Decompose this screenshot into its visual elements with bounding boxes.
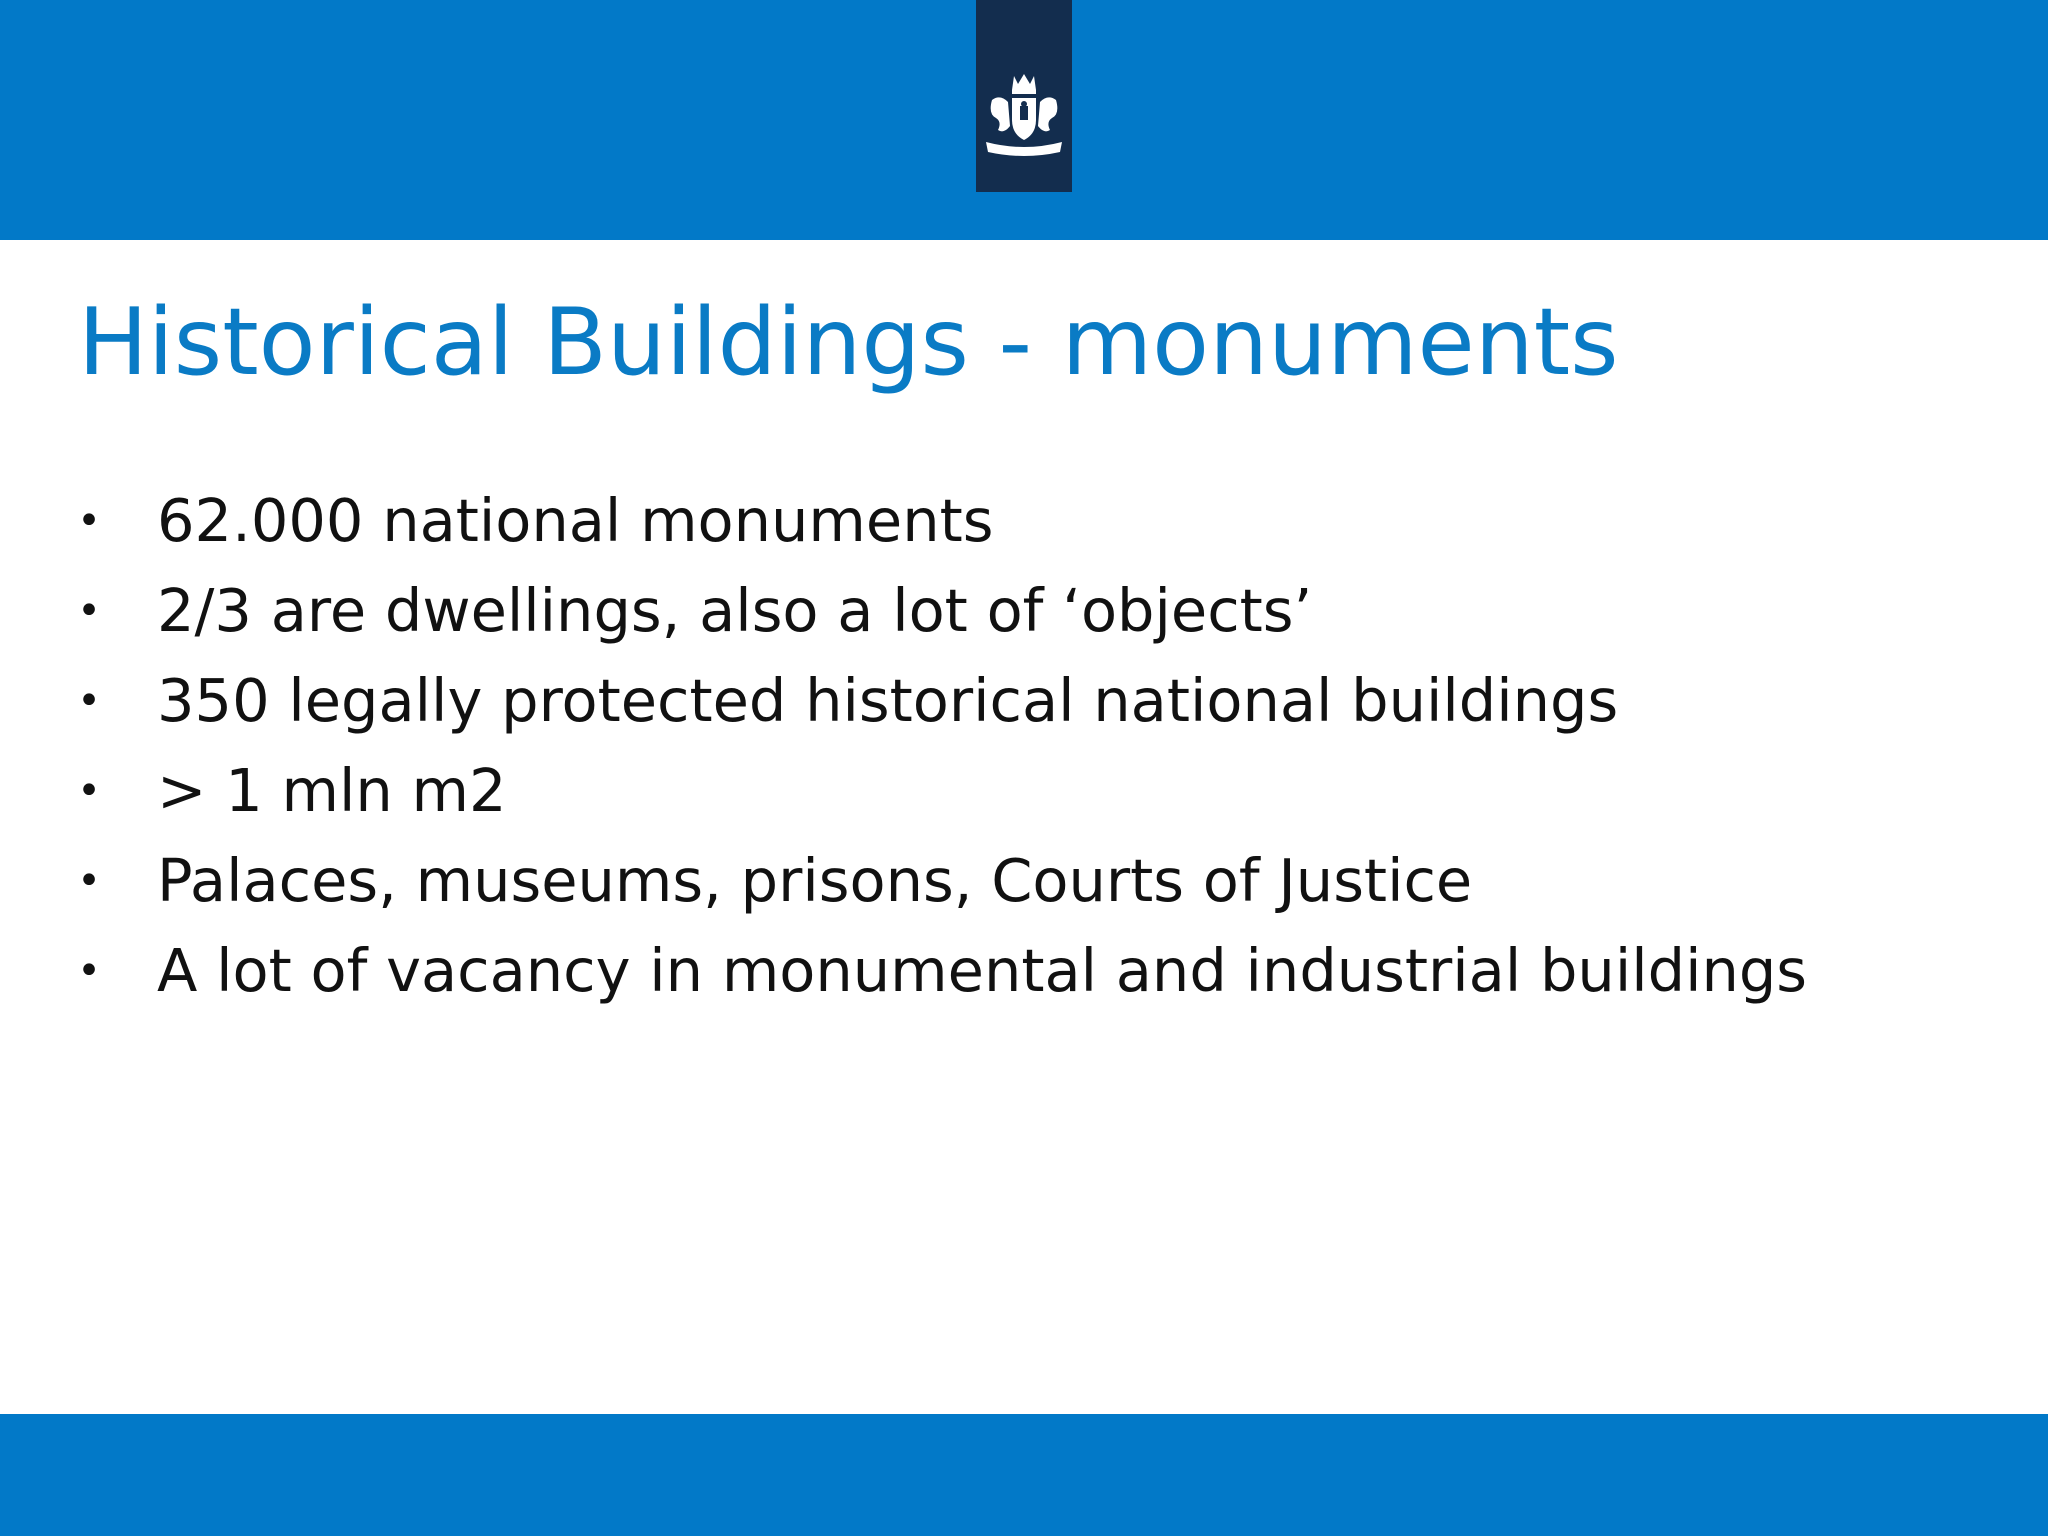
bullet-text: 2/3 are dwellings, also a lot of ‘objects’	[157, 576, 1313, 645]
bullet-marker: •	[77, 948, 101, 994]
bullet-marker: •	[77, 588, 101, 634]
logo-ribbon	[976, 0, 1072, 192]
bullet-text: 62.000 national monuments	[157, 486, 994, 555]
bullet-marker: •	[77, 678, 101, 724]
bullet-marker: •	[77, 768, 101, 814]
bullet-marker: •	[77, 498, 101, 544]
coat-of-arms-icon	[982, 70, 1066, 160]
bullet-text: 350 legally protected historical national buildings	[157, 666, 1619, 735]
slide-title: Historical Buildings - monuments	[78, 288, 1619, 396]
bullet-text: A lot of vacancy in monumental and industrial buildings	[157, 936, 1808, 1005]
footer-band	[0, 1414, 2048, 1536]
bullet-text: Palaces, museums, prisons, Courts of Justice	[157, 846, 1473, 915]
bullet-text: > 1 mln m2	[157, 756, 507, 825]
bullet-marker: •	[77, 858, 101, 904]
